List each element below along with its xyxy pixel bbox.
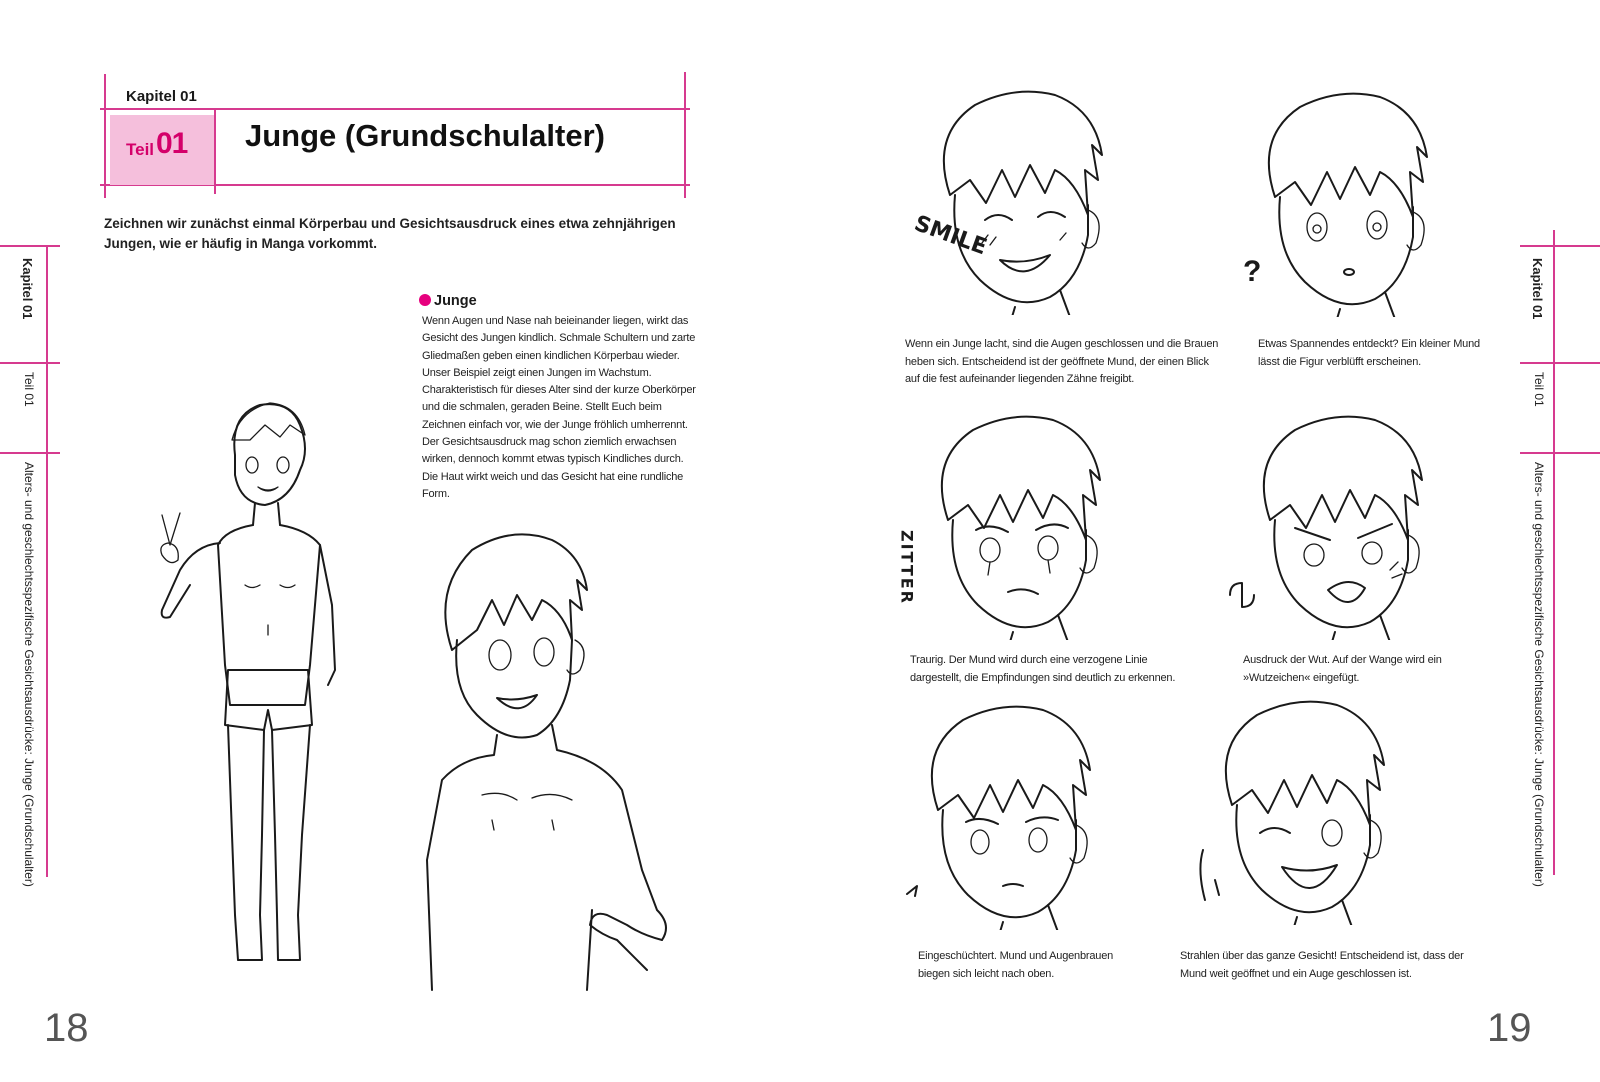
left-tick-1 — [0, 245, 60, 247]
left-side-kapitel: Kapitel 01 — [20, 258, 35, 320]
page-title: Junge (Grundschulalter) — [245, 118, 605, 153]
sfx-question-mark: ? — [1243, 255, 1262, 288]
face-beaming-illustration — [1202, 690, 1402, 930]
right-side-topic: Alters- und geschlechtsspezifische Gesichtsausdrücke: Junge (Grundschulalter) — [1532, 462, 1546, 887]
face-shy-illustration — [908, 695, 1108, 935]
sfx-zitter — [895, 520, 955, 640]
left-side-rule — [46, 245, 48, 877]
bullet-dot-icon — [419, 294, 431, 306]
teil-word: Teil — [126, 140, 155, 159]
right-tick-1 — [1520, 245, 1600, 247]
sweat-mark-icon — [903, 880, 923, 900]
section-heading-text: Junge — [434, 293, 477, 309]
caption-beaming: Strahlen über das ganze Gesicht! Entscheidend ist, dass der Mund weit geöffnet und ein Auge geschlossen ist. — [1180, 950, 1464, 980]
header-rule-divider — [214, 108, 216, 194]
left-tick-3 — [0, 452, 60, 454]
sparkle-lines-icon — [1195, 840, 1225, 920]
left-side-topic: Alters- und geschlechtsspezifische Gesichtsausdrücke: Junge (Grundschulalter) — [22, 462, 36, 887]
section-body: Wenn Augen und Nase nah beieinander liegen, wirkt das Gesicht des Jungen kindlich. Schmale Schultern und zarte Gliedmaßen geben einen kindlichen Körperbau wieder. Unser Beispiel zeigt einen Jungen im Wachstum. Charakteristisch für dieses Alter sind der kurze Oberkörper und die schmalen, geraden Beine. Stellt Euch beim Zeichnen einfach vor, wie der Junge fröhlich umherrennt. Der Gesichtsausdruck mag schon ziemlich erwachsen wirken, dennoch kommt etwas typisch Kindliches durch. Die Haut wirkt weich und das Gesicht hat eine rundliche Form. — [422, 315, 696, 500]
right-side-teil: Teil 01 — [1532, 372, 1546, 407]
header-rule-top — [100, 108, 690, 110]
left-side-teil: Teil 01 — [22, 372, 36, 407]
sfx-smile — [905, 205, 990, 305]
right-tick-2 — [1520, 362, 1600, 364]
page-number-left: 18 — [44, 1006, 89, 1050]
face-angry-illustration — [1240, 405, 1440, 645]
teil-number: 01 — [156, 127, 188, 160]
intro-paragraph: Zeichnen wir zunächst einmal Körperbau und Gesichtsausdruck eines etwa zehnjährigen Jungen, wie er häufig in Manga vorkommt. — [104, 216, 676, 251]
anger-mark-icon — [1222, 575, 1262, 615]
face-surprised-illustration — [1245, 82, 1445, 322]
right-tick-3 — [1520, 452, 1600, 454]
right-side-rule — [1553, 230, 1555, 875]
right-side-kapitel: Kapitel 01 — [1530, 258, 1545, 320]
kapitel-label: Kapitel 01 — [126, 88, 197, 105]
caption-angry: Ausdruck der Wut. Auf der Wange wird ein »Wutzeichen« eingefügt. — [1243, 654, 1442, 684]
section-heading — [419, 293, 477, 309]
svg-text:ZITTER: ZITTER — [897, 530, 917, 605]
header-rule-left — [104, 74, 106, 198]
caption-smile: Wenn ein Junge lacht, sind die Augen geschlossen und die Brauen heben sich. Entscheidend ist der geöffnete Mund, der einen Blick auf die fest aufeinander liegenden Zähne freigibt. — [905, 338, 1219, 385]
header-rule-right — [684, 72, 686, 198]
left-tick-2 — [0, 362, 60, 364]
upper-body-boy-illustration — [412, 530, 702, 990]
svg-text:SMILE: SMILE — [910, 211, 990, 261]
caption-surprised: Etwas Spannendes entdeckt? Ein kleiner Mund lässt die Figur verblüfft erscheinen. — [1258, 338, 1480, 368]
page-number-right: 19 — [1487, 1006, 1532, 1050]
caption-shy: Eingeschüchtert. Mund und Augenbrauen biegen sich leicht nach oben. — [918, 950, 1114, 980]
caption-sad: Traurig. Der Mund wird durch eine verzogene Linie dargestellt, die Empfindungen sind deutlich zu erkennen. — [910, 654, 1176, 684]
full-body-boy-illustration — [140, 395, 360, 995]
